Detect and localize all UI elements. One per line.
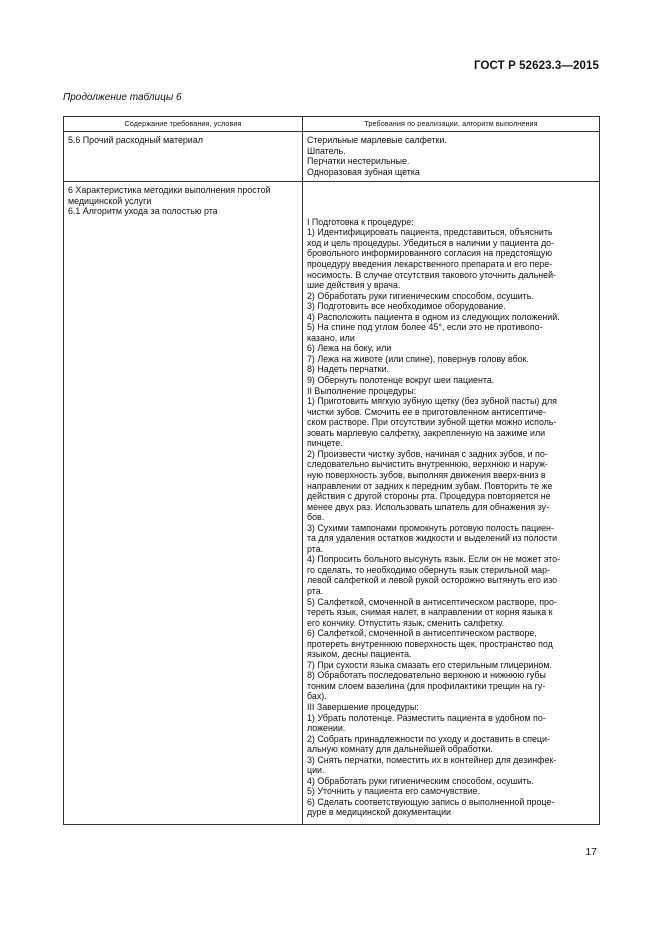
text-line: его кончику. Отпустить язык, сменить салфетку. xyxy=(307,617,505,628)
table-header-row xyxy=(64,117,600,132)
text-line: языком, десны пациента. xyxy=(307,649,412,660)
text-line: Шпатель. xyxy=(307,145,346,156)
text-line: рта. xyxy=(307,585,324,596)
text-line: 4) Попросить больного высунуть язык. Если он не может это- xyxy=(307,554,561,565)
text-line: 6.1 Алгоритм ухода за полостью рта xyxy=(68,206,218,217)
text-line: следовательно вычистить внутреннюю, верхнюю и наруж- xyxy=(307,459,548,470)
cell-requirement xyxy=(64,182,303,825)
text-line: левой салфеткой и левой рукой осторожно вытянуть его изо xyxy=(307,575,558,586)
text-line: 2) Собрать принадлежности по уходу и доставить в специ- xyxy=(307,733,550,744)
text-line: зовать марлевую салфетку, закрепленную на зажиме или xyxy=(307,427,546,438)
cell-requirement xyxy=(64,132,303,182)
cell-algorithm xyxy=(303,132,600,182)
text-line: ложении. xyxy=(307,723,346,734)
text-line: 2) Обработать руки гигиеническим способом, осушить. xyxy=(307,290,534,301)
text-line: бровольного информированного согласия на предстоящую xyxy=(307,248,552,259)
text-line: II Выполнение процедуры: xyxy=(307,385,417,396)
text-line: 4) Расположить пациента в одном из следующих положений. xyxy=(307,311,560,322)
text-line: менее двух раз. Использовать шпатель для обнажения зу- xyxy=(307,501,550,512)
text-line: пинцете. xyxy=(307,438,343,449)
column-header-algorithm: Требования по реализации, алгоритм выполнения xyxy=(303,117,600,132)
text-line: шие действия у врача. xyxy=(307,280,401,291)
text-line: протереть внутреннюю поверхность щек, пространство под xyxy=(307,638,553,649)
text-line: 6) Салфеткой, смоченной в антисептическом растворе, xyxy=(307,628,537,639)
text-line: I Подготовка к процедуре: xyxy=(307,216,414,227)
text-line: дуре в медицинской документации xyxy=(307,807,452,818)
text-line: ную поверхность зубов, выполняя движения вверх-вниз в xyxy=(307,469,546,480)
text-line: 6 Характеристика методики выполнения простой xyxy=(68,185,271,196)
text-line: казано, или xyxy=(307,332,355,343)
text-line: Стерильные марлевые салфетки. xyxy=(307,135,447,145)
text-line: направлении от задних к передним зубам. Повторить те же xyxy=(307,480,553,491)
spacer xyxy=(307,185,595,217)
table-row xyxy=(64,132,600,182)
text-line: III Завершение процедуры: xyxy=(307,701,419,712)
text-line: 2) Произвести чистку зубов, начиная с задних зубов, и по- xyxy=(307,448,548,459)
text-line: 9) Обернуть полотенце вокруг шеи пациента. xyxy=(307,375,495,386)
page-number: 17 xyxy=(585,846,597,858)
text-line: 3) Сухими тампонами промокнуть ротовую полость пациен- xyxy=(307,522,554,533)
text-line: 5.6 Прочий расходный материал xyxy=(68,135,203,145)
text-line: ции. xyxy=(307,765,325,776)
text-line: 8) Обработать последовательно верхнюю и нижнюю губы xyxy=(307,670,546,681)
text-line: 1) Убрать полотенце. Разместить пациента в удобном по- xyxy=(307,712,546,723)
text-line: 7) При сухости языка смазать его стерильным глицерином. xyxy=(307,659,552,670)
text-line: действия с другой стороны рта. Процедура повторяется не xyxy=(307,491,551,502)
text-line: 5) На спине под углом более 45°, если это не противопо- xyxy=(307,322,543,333)
text-line: 1) Приготовить мягкую зубную щетку (без зубной пасты) для xyxy=(307,396,557,407)
text-line: ход и цель процедуры. Убедиться в наличии у пациента до- xyxy=(307,237,555,248)
text-line: Перчатки нестерильные. xyxy=(307,156,410,167)
column-header-requirement: Содержание требования, условия xyxy=(64,117,303,132)
text-line: тереть язык, снимая налет, в направлении от корня языка к xyxy=(307,607,553,618)
text-line: процедуру введения лекарственного препарата и его пере- xyxy=(307,259,553,270)
text-line: Одноразовая зубная щетка xyxy=(307,166,420,177)
text-line: 7) Лежа на животе (или спине), повернув голову вбок. xyxy=(307,353,529,364)
text-line: тонким слоем вазелина (для профилактики трещин на гу- xyxy=(307,680,546,691)
text-line: та для удаления остатков жидкости и выделений из полости xyxy=(307,533,558,544)
text-line: рта. xyxy=(307,543,324,554)
text-line: 5) Уточнить у пациента его самочувствие. xyxy=(307,786,481,797)
text-line: 3) Подготовить все необходимое оборудование. xyxy=(307,301,506,312)
text-line: носимость. В случае отсутствия такового уточнить дальней- xyxy=(307,269,556,280)
text-line: 1) Идентифицировать пациента, представиться, объяснить xyxy=(307,227,553,238)
text-line: бов. xyxy=(307,512,325,523)
text-line: 6) Сделать соответствующую запись о выполненной проце- xyxy=(307,796,555,807)
text-line: 8) Надеть перчатки. xyxy=(307,364,389,375)
table-continuation-label: Продолжение таблицы 6 xyxy=(63,92,182,103)
cell-algorithm xyxy=(303,182,600,825)
text-line: бах). xyxy=(307,691,327,702)
requirements-table xyxy=(63,116,600,825)
table-row xyxy=(64,182,600,825)
text-line: 4) Обработать руки гигиеническим способом, осушить. xyxy=(307,775,534,786)
text-line: медицинской услуги xyxy=(68,195,152,206)
text-line: чистки зубов. Смочить ее в приготовленном антисептиче- xyxy=(307,406,546,417)
document-code: ГОСТ Р 52623.3—2015 xyxy=(474,60,599,72)
text-line: 3) Снять перчатки, поместить их в контейнер для дезинфек- xyxy=(307,754,557,765)
text-line: 5) Салфеткой, смоченной в антисептическом растворе, про- xyxy=(307,596,557,607)
text-line: 6) Лежа на боку, или xyxy=(307,343,392,354)
text-line: альную комнату для дальнейшей обработки. xyxy=(307,744,493,755)
text-line: ском растворе. При отсутствии зубной щетки можно исполь- xyxy=(307,417,557,428)
text-line: го сделать, то необходимо обернуть язык стерильной мар- xyxy=(307,564,550,575)
